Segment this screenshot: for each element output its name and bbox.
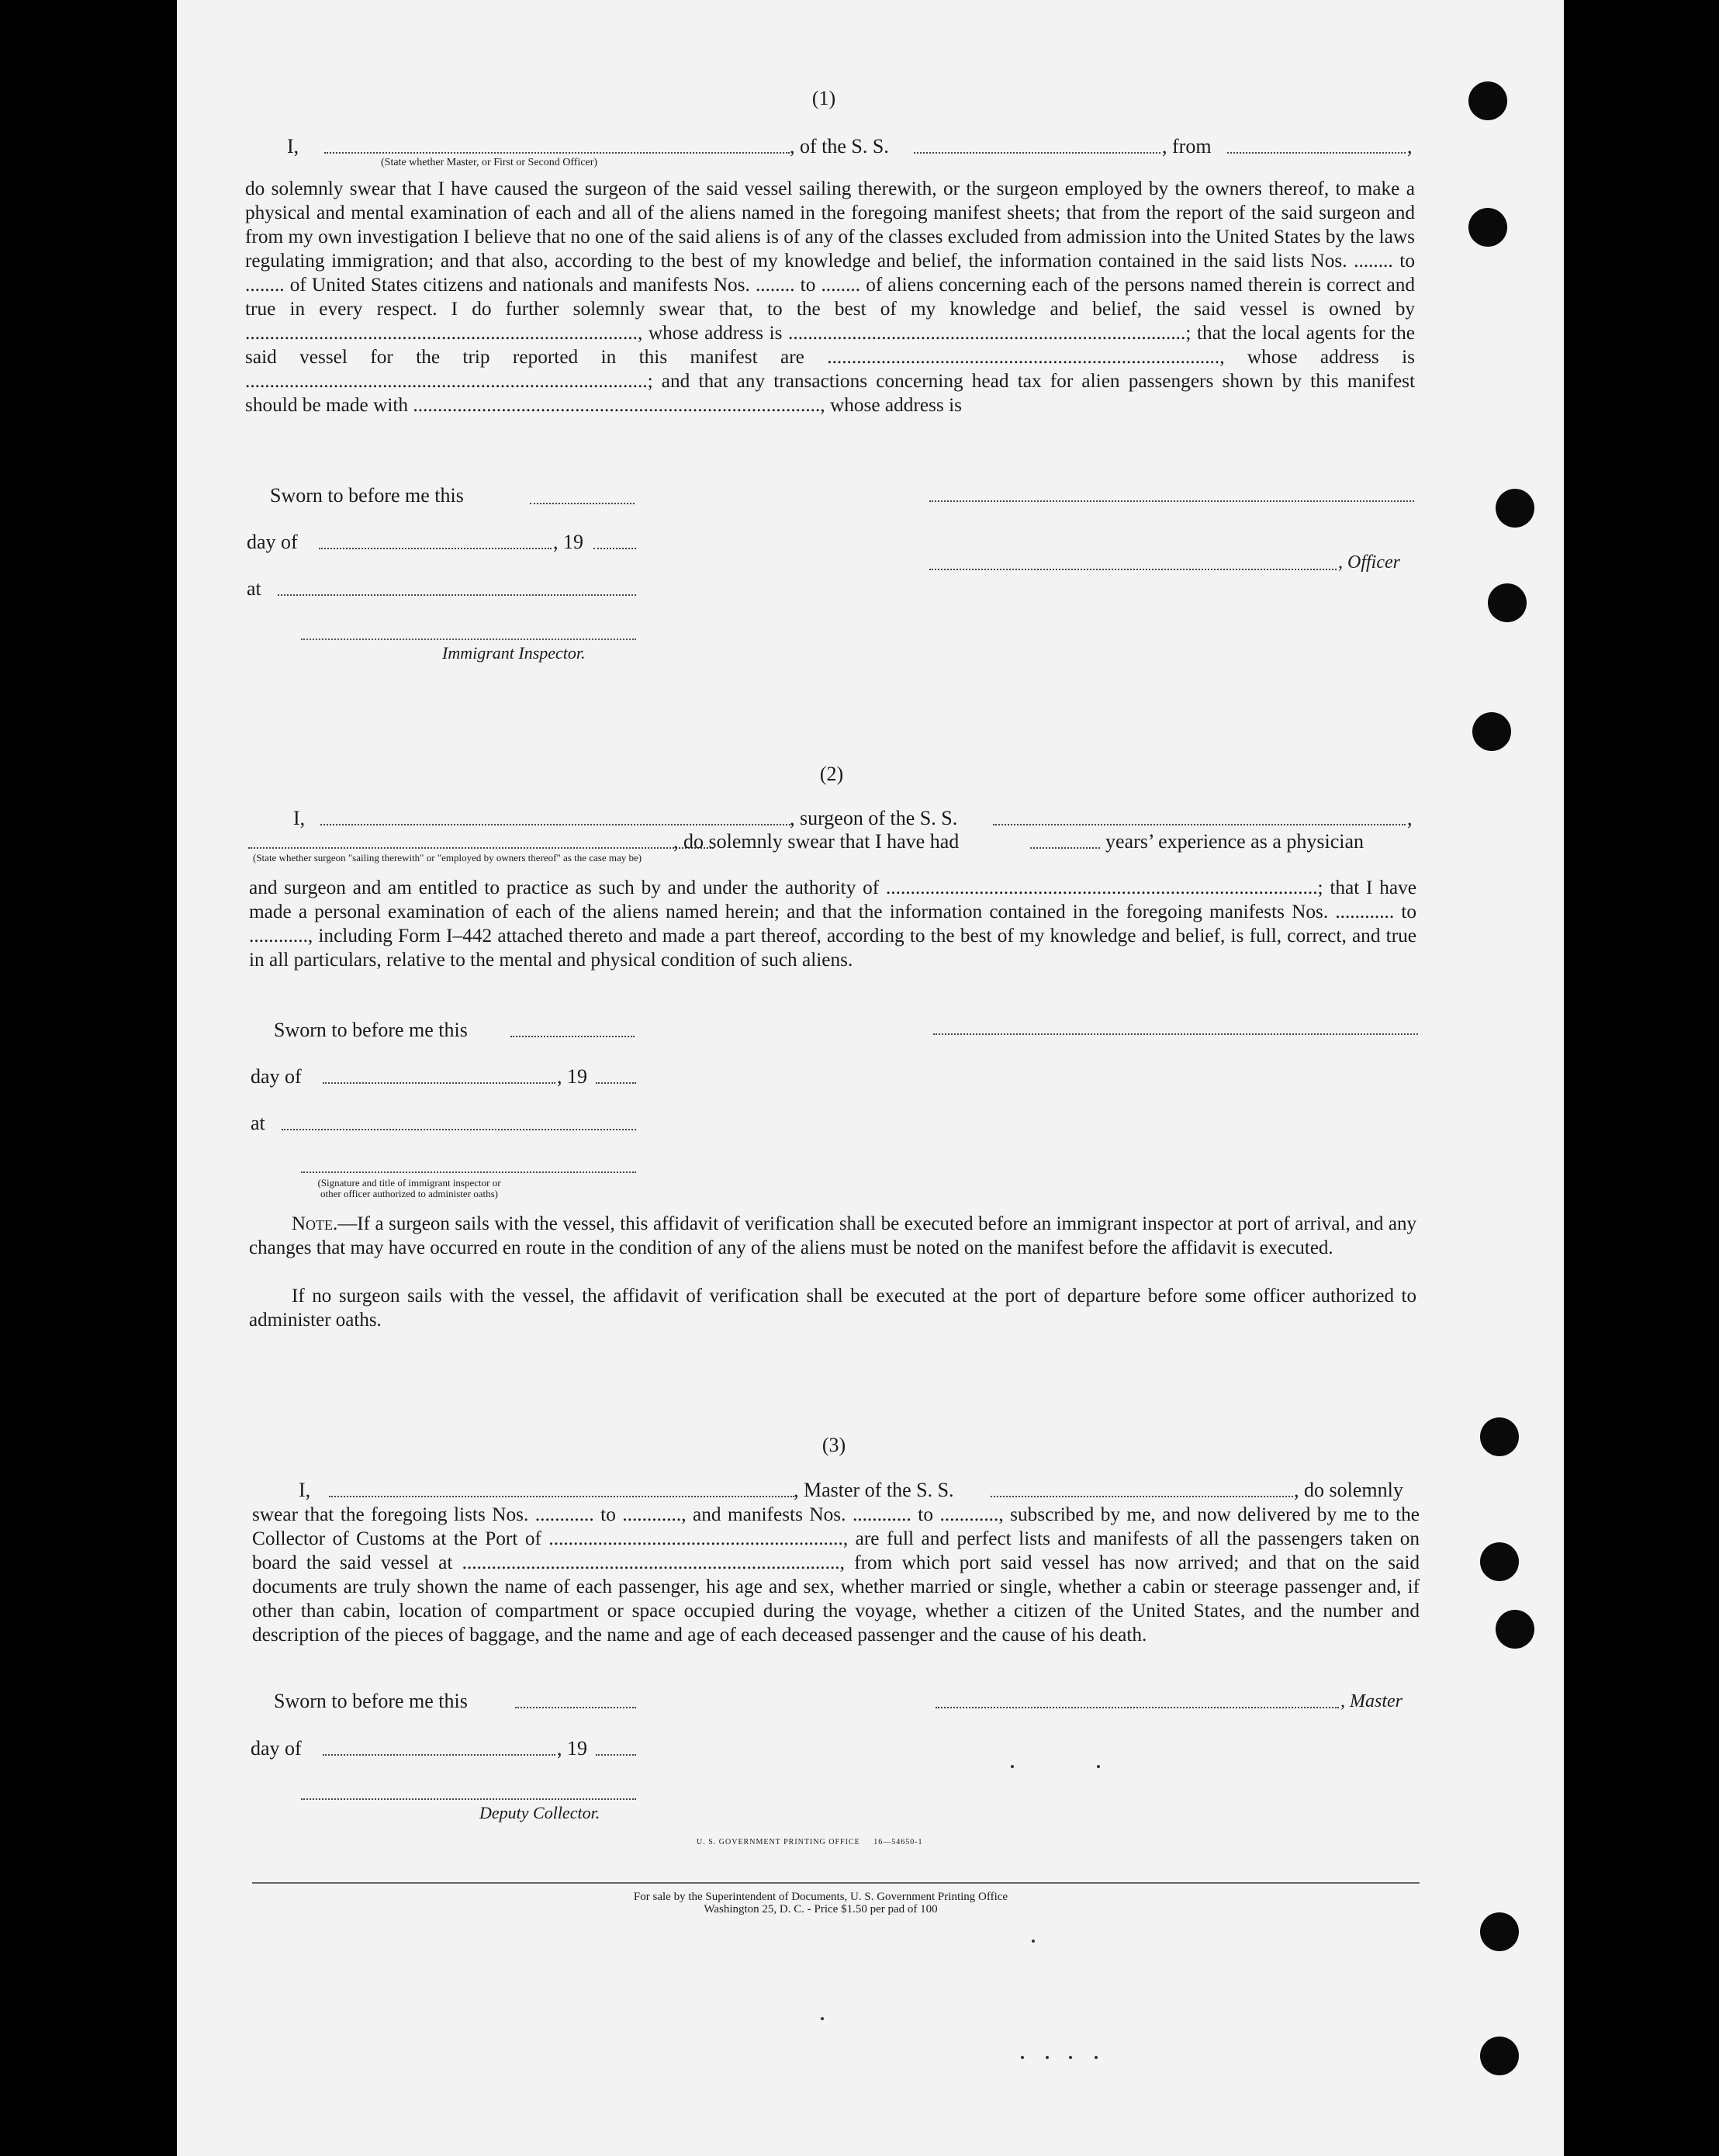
master-signature-line [936,1707,1339,1708]
year-line-2 [596,1082,636,1084]
footer-text [588,1891,1053,1915]
from-port-line [1227,152,1406,154]
from-label: , from [1162,135,1212,157]
officer-label: , Officer [1338,552,1400,573]
year-line-3 [596,1754,636,1756]
surgeon-name-line [320,824,794,825]
sworn-label-2: Sworn to before me this [274,1019,468,1041]
section-3-paragraph: swear that the foregoing lists Nos. ............ to ............, and manifests Nos. ............ to ............, subscribed by me, and now delivered by me to the Collector of Customs at the Port of ............................................................, are full and perfect lists and manifests of all the passengers taken on board the said vessel at ............................................................................., from which port said vessel has now arrived; and that on the said documents are truly shown the name of each passenger, his age and sex, whether married or single, whether a cabin or steerage passenger and, if other than cabin, location of compartment or space occupied during the voyage, whether a citizen of the United States, and the number and description of the pieces of baggage, and the name and age of each deceased passenger and the cause of his death. [252,1504,1420,1646]
section-2-opening: I, [293,807,306,829]
sworn-label-1: Sworn to before me this [270,484,464,507]
at-line-1 [278,594,636,596]
scan-speck [1032,1940,1035,1943]
surgeon-ship-line [993,824,1406,825]
solemnly-label: , do solemnly [1294,1479,1403,1501]
day-of-label-2: day of [251,1065,302,1088]
footer-rule [252,1882,1420,1884]
note-text: —If a surgeon sails with the vessel, this affidavit of verification shall be executed before an immigrant inspector at port of arrival, and any changes that may have occurred en route in the condition of any of the aliens must be noted on the manifest before the affidavit is executed. [249,1213,1416,1258]
officer-signature-line-1 [929,500,1414,502]
day-of-line-2 [323,1082,555,1084]
master-ship-line [991,1496,1293,1497]
scan-speck [1046,2056,1049,2059]
punch-hole [1472,712,1511,751]
footer-line-2: Washington 25, D. C. - Price $1.50 per pad of 100 [704,1903,938,1915]
collector-signature-line [301,1798,636,1800]
at-label-1: at [247,577,261,600]
document-page [177,0,1564,2156]
trailing-comma-2: , [1407,807,1413,829]
inspector-label: Immigrant Inspector. [442,643,586,663]
ship-name-line [914,152,1160,154]
surgeon-signature-line [933,1033,1418,1035]
years-label: years’ experience as a physician [1105,830,1364,853]
witness-caption: (Signature and title of immigrant inspector or other officer authorized to administer oaths) [317,1177,501,1199]
witness-signature-line [301,1171,636,1173]
scan-speck [1021,2056,1024,2059]
year-label-1: , 19 [553,531,583,553]
surgeon-status-line [248,847,714,849]
printer-line: U. S. GOVERNMENT PRINTING OFFICE 16—54650-1 [697,1838,923,1846]
day-of-line-3 [323,1754,555,1756]
footer-line-1: For sale by the Superintendent of Documents, U. S. Government Printing Office [633,1891,1008,1903]
scan-speck [1069,2056,1072,2059]
punch-hole [1480,1417,1519,1456]
collector-label: Deputy Collector. [479,1803,600,1822]
sworn-date-line-2 [510,1036,635,1037]
swear-label: , do solemnly swear that I have had [673,830,960,853]
section-1-number: (1) [811,87,836,109]
day-of-label-3: day of [251,1737,302,1760]
at-label-2: at [251,1112,265,1134]
day-of-label-1: day of [247,531,298,553]
inspector-signature-line [301,638,636,640]
punch-hole [1468,208,1507,247]
master-label: , Master [1340,1691,1403,1711]
section-1-paragraph: do solemnly swear that I have caused the surgeon of the said vessel sailing therewith, or the surgeon employed by the owners thereof, to make a physical and mental examination of each and all of the aliens named in the foregoing manifest sheets; that from the report of the said surgeon and from my own investigation I believe that no one of the said aliens is of any of the classes excluded from admission into the United States by the laws regulating immigration; and that also, according to the best of my knowledge and belief, the information contained in the said lists Nos. ........ to ........ of United States citizens and nationals and manifests Nos. ........ to ........ of aliens concerning each of the persons named therein is correct and true in every respect. I do further solemnly swear that, to the best of my knowledge and belief, the said vessel is owned by ................................................................................, whose address is .................................................................................; that the local agents for the said vessel for the trip reported in this manifest are ................................................................................, whose address is ..................................................................................; and that any transactions concerning head tax for alien passengers shown by this manifest should be made with ..................................................................................., whose address is [245,178,1415,416]
section-3-number: (3) [821,1434,846,1456]
scan-speck [1095,2056,1098,2059]
master-name-line [329,1496,794,1497]
section-2-number: (2) [819,763,844,785]
master-title-line [324,152,790,154]
trailing-comma: , [1407,135,1413,157]
sworn-date-line-3 [515,1707,636,1708]
section-1-opening: I, [287,135,299,157]
year-line-1 [593,548,636,549]
sworn-label-3: Sworn to before me this [274,1690,468,1712]
punch-hole [1480,1912,1519,1951]
master-of-label: , Master of the S. S. [794,1479,954,1501]
punch-hole [1496,1610,1534,1649]
section-2-paragraph: and surgeon and am entitled to practice as such by and under the authority of ........................................................................................; that I have made a personal examination of each of the aliens named herein; and that the information contained in the foregoing manifests Nos. ............ to ............, including Form I–442 attached thereto and made a part thereof, according to the best of my knowledge and belief, is full, correct, and true in all particulars, relative to the mental and physical condition of such aliens. [249,877,1416,971]
of-ss-label: , of the S. S. [790,135,889,157]
master-title-caption: (State whether Master, or First or Second Officer) [381,157,598,168]
sworn-date-line-1 [530,503,635,504]
day-of-line-1 [319,548,552,549]
at-line-2 [282,1129,636,1130]
officer-signature-line-2 [929,569,1337,570]
punch-hole [1480,2037,1519,2075]
punch-hole [1496,489,1534,528]
note-paragraph [249,1212,1416,1260]
year-label-3: , 19 [557,1737,587,1760]
section-3-opening: I, [299,1479,311,1501]
note-label: Note. [292,1213,338,1234]
punch-hole [1468,81,1507,120]
year-label-2: , 19 [557,1065,587,1088]
surgeon-of-label: , surgeon of the S. S. [790,807,958,829]
punch-hole [1480,1542,1519,1581]
surgeon-status-caption: (State whether surgeon "sailing therewith" or "employed by owners thereof" as the case may be) [253,852,642,863]
scan-speck [1011,1765,1014,1768]
note-paragraph-2: If no surgeon sails with the vessel, the affidavit of verification shall be executed at the port of departure before some officer authorized to administer oaths. [249,1286,1416,1331]
punch-hole [1488,583,1527,622]
scan-speck [821,2017,824,2020]
years-line [1030,847,1100,849]
scan-speck [1097,1765,1100,1768]
